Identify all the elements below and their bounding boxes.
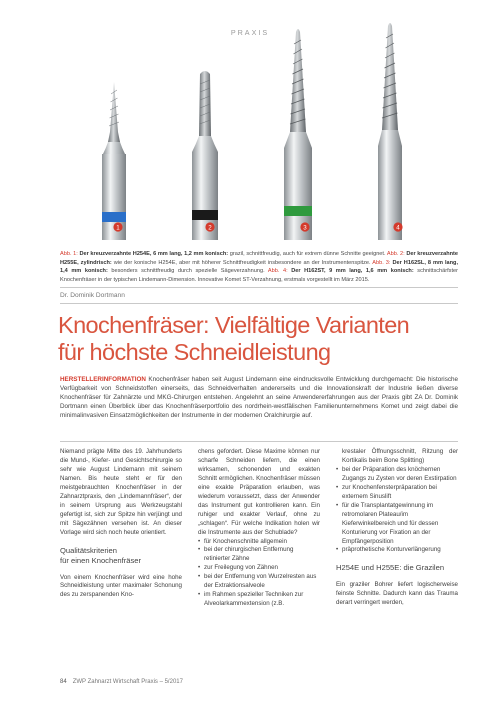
headline-line: Knochenfräser: Vielfältige Varianten xyxy=(58,312,410,338)
figure-caption xyxy=(60,250,458,285)
list-item: • zur Knochenfensterpräparation bei externem Sinuslift xyxy=(336,484,458,502)
text-column-1 xyxy=(60,448,182,600)
page-number: 84 xyxy=(60,679,67,685)
headline-line: für höchste Schneidleistung xyxy=(58,339,331,365)
lead-text: Knochenfräser haben seit August Lindemann eine eindrucksvolle Entwicklung durchgemacht: Die historische Verfügbarkeit von Schneidstoffen einerseits, das Schneidverhalten andererseits und die Innovationskraft der Industrie ließen diverse Knochenfräser für Zahnärzte und MKG-Chirurgen entstehen. Angelehnt an seine Anwendererfahrungen aus der Praxis gibt ZA Dr. Dominik Dortmann einen Überblick über das Knochenfräserportfolio des nordrhein-westfälischen Familienunternehmens Komet und zeigt dabei die minimalinvasiven Einsatzmöglichkeiten der Instrumente in der modernen Oralchirurgie auf. xyxy=(60,376,458,419)
caption-figure-ref: Abb. 1: xyxy=(60,251,80,257)
bur-number-badge xyxy=(300,222,309,231)
bur-illustration xyxy=(0,14,500,242)
list-item: • bei der Präparation des knöchernen Zugangs zu Zysten vor deren Exstirpation xyxy=(336,466,458,484)
indication-list xyxy=(198,538,320,610)
bur-3 xyxy=(284,29,312,240)
list-item: • für die Transplantatgewinnung im retromolaren Plateau/im Kieferwinkelbereich und für dessen Konturierung vor Fixation an der Empfängerposition xyxy=(336,502,458,547)
list-item: • bei der Entfernung von Wurzelresten aus der Extraktionsalveole xyxy=(198,573,320,591)
text-column-3 xyxy=(336,448,458,608)
bur-number-badge xyxy=(113,222,122,231)
svg-text:2: 2 xyxy=(208,224,212,232)
lead-tag: HERSTELLERINFORMATION xyxy=(60,376,146,383)
bur-number-badge xyxy=(205,222,214,231)
svg-text:1: 1 xyxy=(116,224,120,232)
list-item: • bei der chirurgischen Entfernung retinierter Zähne xyxy=(198,546,320,564)
body-paragraph: Von einem Knochenfräser wird eine hohe Schneidleistung unter maximaler Schonung des zu zerspanenden Kno- xyxy=(60,573,182,599)
article-lead xyxy=(60,376,458,421)
bur-number-badge xyxy=(393,222,402,231)
bur-4 xyxy=(378,23,402,240)
bur-figure xyxy=(0,14,500,242)
bur-2 xyxy=(192,71,218,240)
page-footer xyxy=(60,679,183,685)
divider xyxy=(60,441,458,442)
caption-figure-ref: Abb. 3: xyxy=(372,259,393,266)
caption-bold: Der kreuzverzahnte H254E, 6 mm lang, 1,2 mm konisch: xyxy=(79,251,229,257)
caption-text: grazil, schnittfreudig, auch für extrem dünne Schnitte geeignet. xyxy=(228,251,387,257)
caption-text: wie der konische H254E, aber mit höherer Schnittfreudigkeit insbesondere an der Instrumentenspitze. xyxy=(111,259,373,266)
article-headline xyxy=(58,312,468,366)
body-paragraph: chens gefordert. Diese Maxime können nur scharfe Schneiden liefern, die einen wirksamen, schonenden und exakten Schnitt ermöglichen. Knochenfräser müssen eine exakte Präparation erlauben, was wiederum voraussetzt, dass der Anwender das Instrument gut kontrollieren kann. Ein ruhiger und exakter Verlauf, ohne zu „schlagen“. Für welche Indikation holen wir die Instrumente aus der Schublade? xyxy=(198,448,320,536)
subheading: H254E und H255E: die Grazilen xyxy=(336,563,445,573)
caption-bold: Der H162SL, 8 mm lang, 1,4 mm konisch: xyxy=(60,259,459,275)
list-item: • für Knochenschnitte allgemein xyxy=(198,538,320,547)
caption-bold: Der kreuzverzahnte H255E, zylindrisch: xyxy=(60,251,459,266)
list-item: • zur Freilegung von Zähnen xyxy=(198,564,320,573)
publication-info: ZWP Zahnarzt Wirtschaft Praxis – 5/2017 xyxy=(72,679,183,685)
divider xyxy=(60,303,458,304)
svg-text:3: 3 xyxy=(303,224,307,232)
caption-figure-ref: Abb. 2: xyxy=(386,251,407,257)
caption-text: schnittschärfster Knochenfräser in der typischen Lindemann-Dimension. Innovative Komet ST-Verzahnung, erstmals vorgestellt im März 2015. xyxy=(60,268,459,284)
body-paragraph: Niemand prägte Mitte des 19. Jahrhunderts die Mund-, Kiefer- und Gesichtschirurgie so sehr wie August Lindemann mit seinem Namen. Bis heute steht er für den meistgebrauchten Knochenfräser in der Zahnarztpraxis, den „Lindemannfräser“, der in seinem Ursprung aus Werkzeugstahl gefertigt ist, sich zur Spitze hin verjüngt und mit Sägezähnen versehen ist. An dieser Vorlage wird sich noch heute orientiert. xyxy=(60,448,182,536)
text-column-2 xyxy=(198,448,320,609)
caption-bold: Der H162ST, 9 mm lang, 1,6 mm konisch: xyxy=(291,268,414,275)
list-item: • im Rahmen spezieller Techniken zur Alveolarkammextension (z.B. xyxy=(198,591,320,609)
caption-figure-ref: Abb. 4: xyxy=(267,268,292,275)
subheading: Qualitätskriterien für einen Knochenfräser xyxy=(60,545,142,565)
body-paragraph: Ein graziler Bohrer liefert logischerweise feinste Schnitte. Dadurch kann das Trauma derart verringert werden, xyxy=(336,581,458,607)
bur-1 xyxy=(102,82,126,240)
svg-text:4: 4 xyxy=(396,224,400,232)
list-item: • präprothetische Konturverlängerung xyxy=(336,546,458,555)
list-continuation: krestaler Öffnungsschnitt, Ritzung der Kortikalis beim Bone Splitting) xyxy=(342,448,458,464)
indication-list xyxy=(336,466,458,556)
caption-text: besonders schnittfreudig durch spezielle Sägeverzahnung. xyxy=(107,268,268,275)
author-name: Dr. Dominik Dortmann xyxy=(60,292,125,299)
section-label: PRAXIS xyxy=(230,28,270,37)
divider xyxy=(60,287,458,288)
